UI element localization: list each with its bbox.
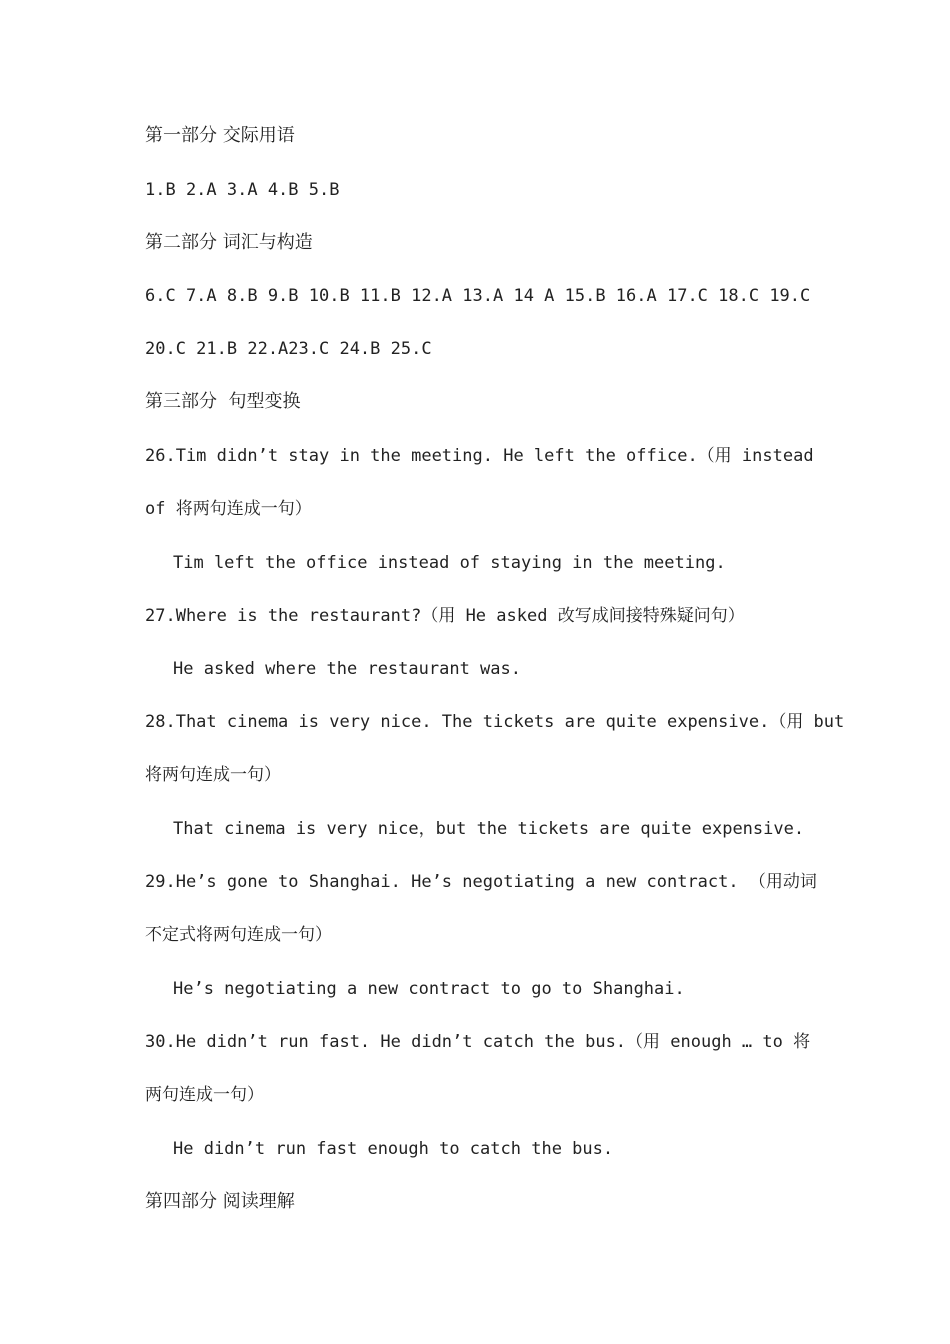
question-30-prompt-line2: 两句连成一句） xyxy=(145,1085,264,1105)
question-27-prompt-line1: 27.Where is the restaurant?（用 He asked 改写成间接特殊疑问句） xyxy=(145,606,745,626)
part1-answers: 1.B 2.A 3.A 4.B 5.B xyxy=(145,180,340,200)
question-30-answer: He didn’t run fast enough to catch the bus. xyxy=(173,1139,614,1159)
question-30-prompt-line1: 30.He didn’t run fast. He didn’t catch the bus.（用 enough … to 将 xyxy=(145,1032,811,1052)
question-29-prompt-line2: 不定式将两句连成一句） xyxy=(145,925,332,945)
question-26-prompt-line1: 26.Tim didn’t stay in the meeting. He left the office.（用 instead xyxy=(145,446,814,466)
question-28-prompt-line2: 将两句连成一句） xyxy=(145,765,281,785)
question-29-answer: He’s negotiating a new contract to go to Shanghai. xyxy=(173,979,685,999)
question-26-answer: Tim left the office instead of staying in the meeting. xyxy=(173,553,726,573)
question-26-prompt-line2: of 将两句连成一句） xyxy=(145,499,312,519)
part2-answers-line2: 20.C 21.B 22.A23.C 24.B 25.C xyxy=(145,339,432,359)
part2-title: 第二部分 词汇与构造 xyxy=(145,232,313,253)
part3-title: 第三部分 句型变换 xyxy=(145,391,301,412)
question-29-prompt-line1: 29.He’s gone to Shanghai. He’s negotiating a new contract. （用动词 xyxy=(145,872,817,892)
part2-answers-line1: 6.C 7.A 8.B 9.B 10.B 11.B 12.A 13.A 14 A 15.B 16.A 17.C 18.C 19.C xyxy=(145,286,811,306)
question-27-answer: He asked where the restaurant was. xyxy=(173,659,521,679)
question-28-answer: That cinema is very nice，but the tickets are quite expensive. xyxy=(173,819,805,839)
question-28-prompt-line1: 28.That cinema is very nice. The tickets are quite expensive.（用 but xyxy=(145,712,845,732)
part1-title: 第一部分 交际用语 xyxy=(145,125,295,146)
part4-title: 第四部分 阅读理解 xyxy=(145,1191,295,1212)
